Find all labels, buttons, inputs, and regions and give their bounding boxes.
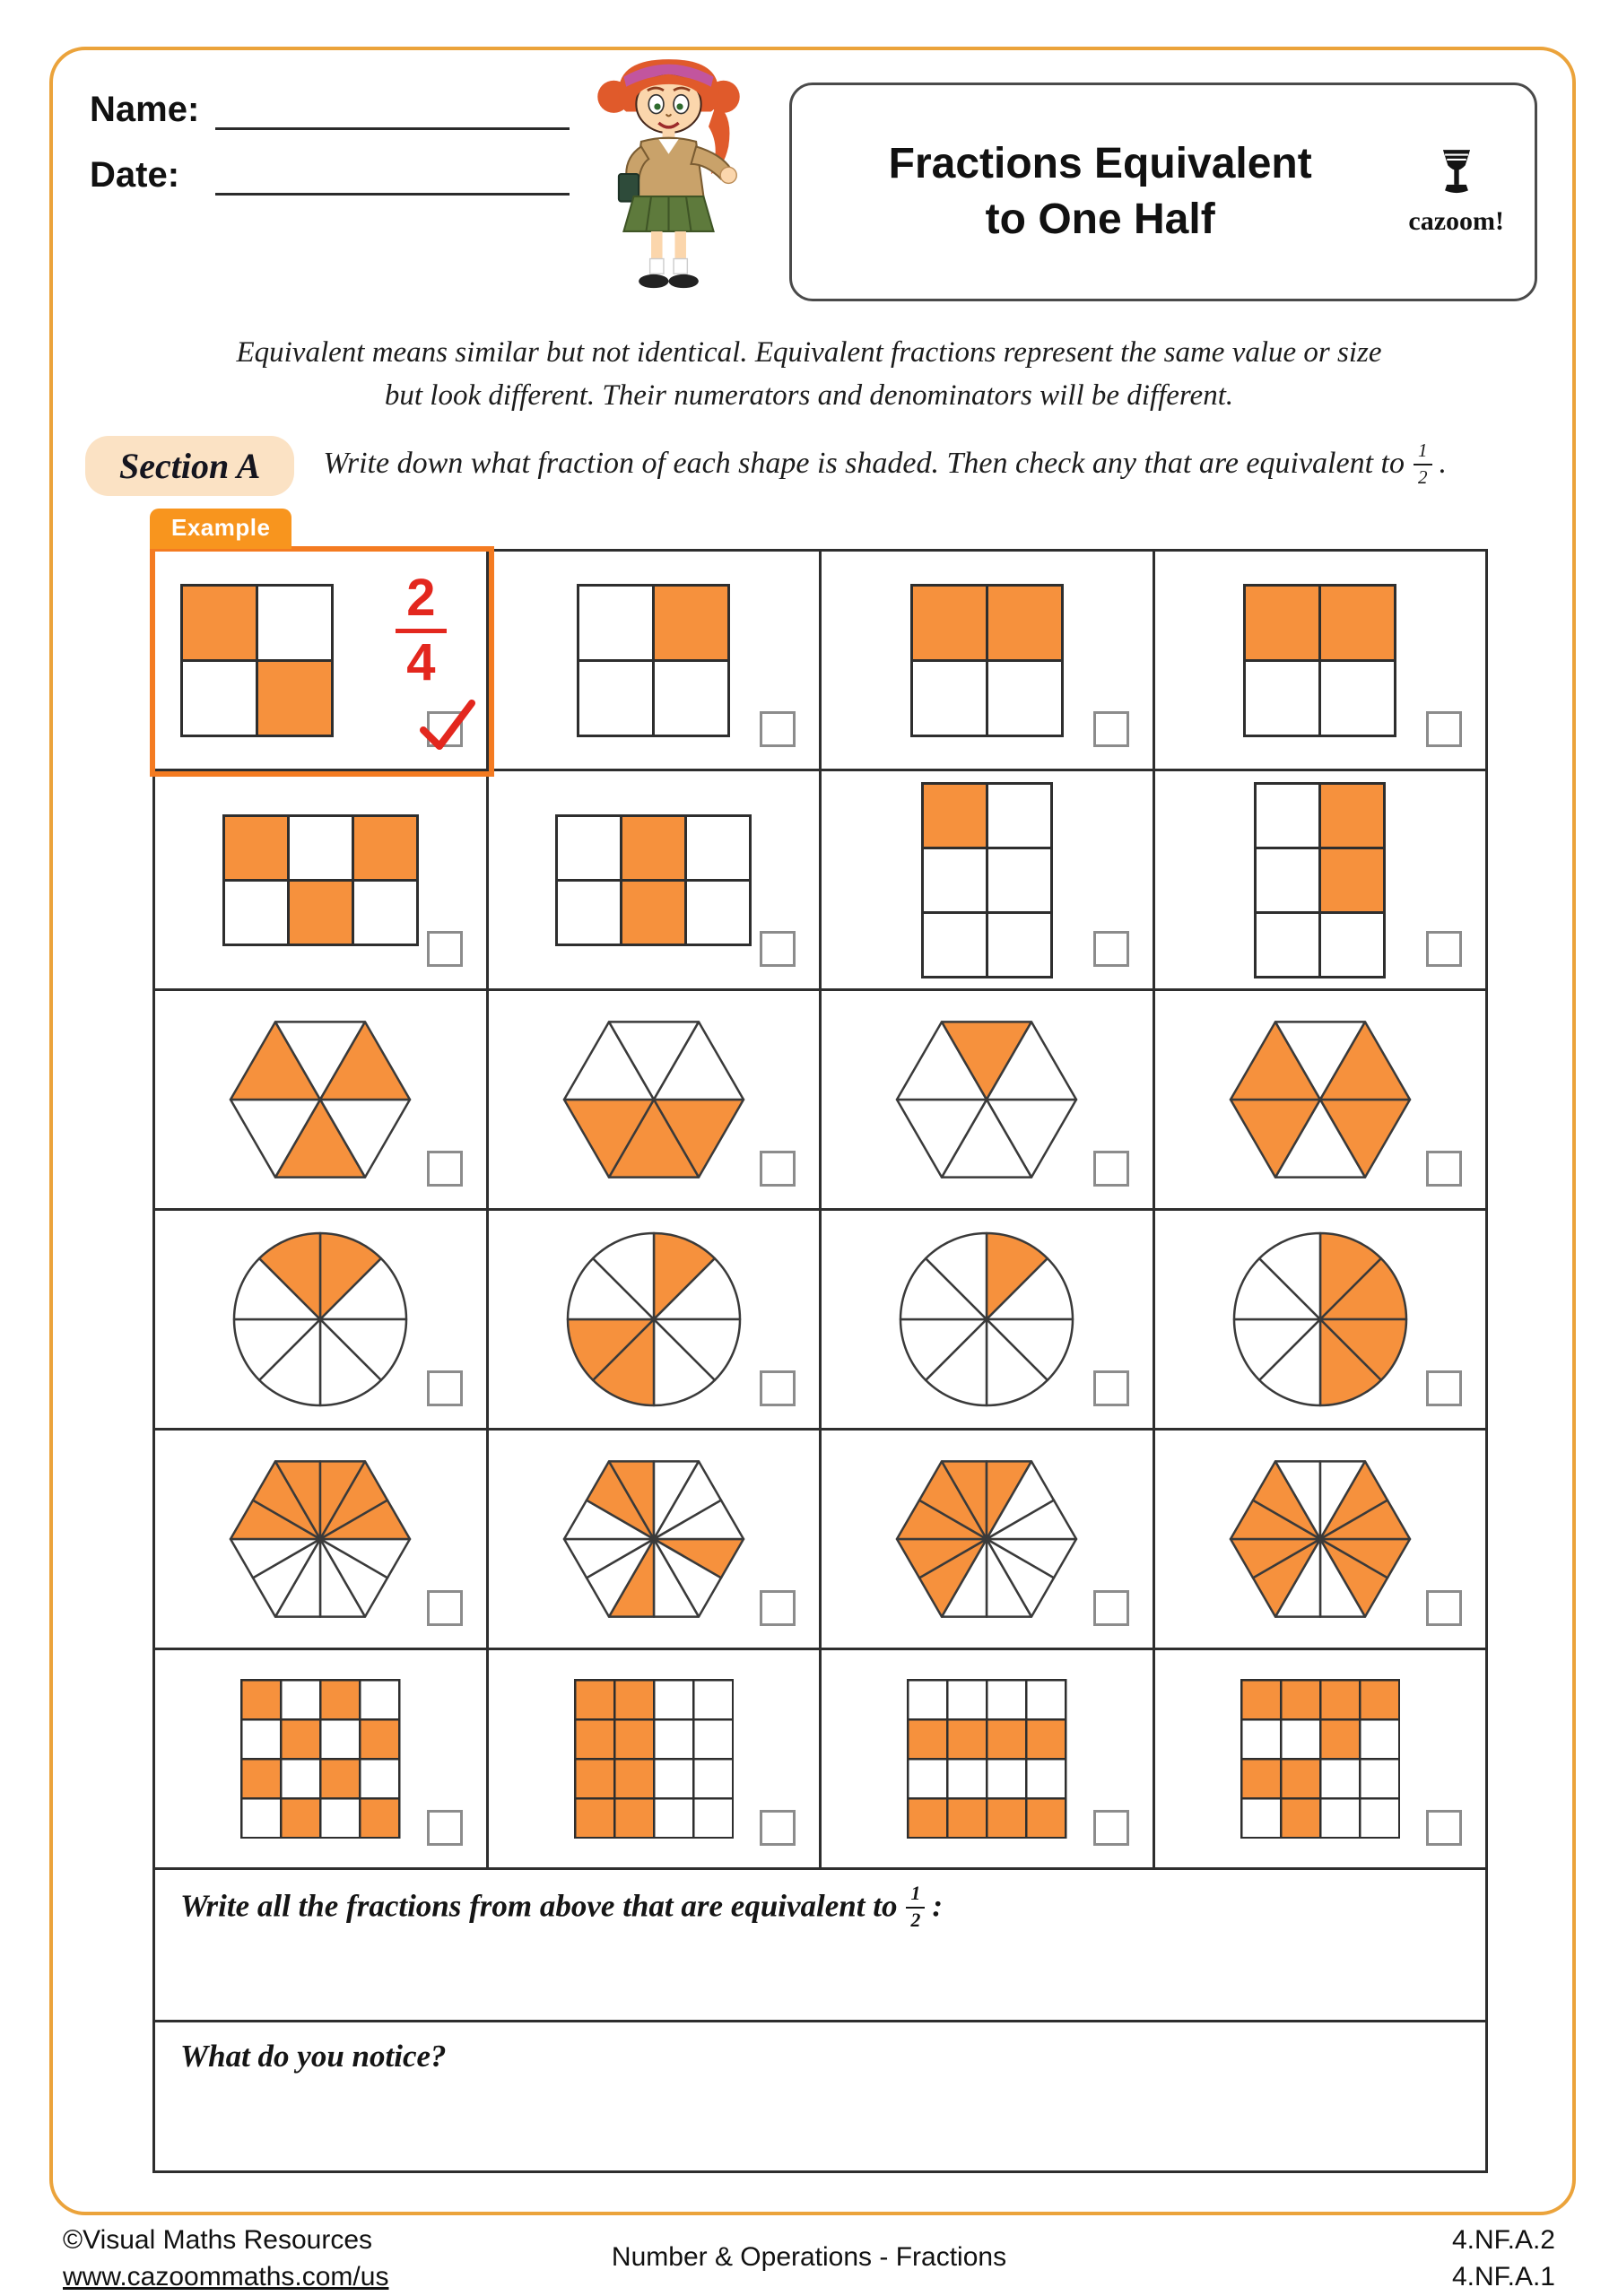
equivalent-checkbox[interactable] [760,931,796,967]
footer-center: Number & Operations - Fractions [611,2242,1007,2272]
grid-fraction-shape [222,814,419,946]
standard-2: 4.NF.A.1 [1451,2261,1555,2292]
grid-cell [489,1211,822,1431]
grid-cell [822,1211,1155,1431]
grid-fraction-shape [240,1679,401,1839]
hex12-fraction-shape [893,1457,1080,1621]
grid-fraction-shape [1243,584,1396,737]
grid-fraction-shape [1240,1679,1401,1839]
equivalent-checkbox[interactable] [1426,1590,1462,1626]
grid-cell [1155,1431,1489,1650]
section-a-badge: Section A [85,436,294,496]
equivalent-checkbox[interactable] [760,1590,796,1626]
red-checkmark-icon [418,698,477,756]
section-a-instruction: Write down what fraction of each shape is shaded. Then check any that are equivalent to $\frac{1}{2}$ . [323,439,1448,488]
student-illustration [581,49,756,303]
footer-standards [1452,2222,1555,2295]
grid-cell [489,1431,822,1650]
equivalent-checkbox[interactable] [760,1370,796,1406]
page-title: Fractions Equivalent to One Half [888,139,1312,243]
date-label: Date: [90,155,180,195]
copyright-text: ©Visual Maths Resources [63,2225,373,2255]
equivalent-checkbox[interactable] [760,1151,796,1187]
name-input-line[interactable] [215,91,570,130]
hex12-fraction-shape [227,1457,413,1621]
grid-cell [1155,1211,1489,1431]
example-tag: Example [150,509,291,549]
grid-cell [1155,552,1489,771]
hex12-fraction-shape [561,1457,747,1621]
equivalent-checkbox[interactable] [427,1151,463,1187]
equivalent-checkbox[interactable] [1426,1370,1462,1406]
circle8-fraction-shape [231,1230,410,1409]
grid-fraction-shape [921,782,1053,978]
hex6-fraction-shape [227,1018,413,1181]
equivalent-checkbox[interactable] [1093,931,1129,967]
grid-cell [155,991,489,1211]
equivalent-checkbox[interactable] [1093,1151,1129,1187]
section-a-row [85,436,1538,496]
grid-fraction-shape [910,584,1064,737]
half-fraction: $\frac{1}{2}$ [906,1884,925,1930]
grid-cell [822,771,1155,991]
cazoom-logo-icon [1435,148,1478,203]
name-label: Name: [90,90,200,129]
cazoom-logo-text: cazoom! [1408,205,1504,236]
grid-cell [489,991,822,1211]
equivalent-checkbox[interactable] [1426,931,1462,967]
grid-cell [822,552,1155,771]
notice-answer-row[interactable] [155,2022,1488,2173]
grid-cell [489,1650,822,1870]
equivalent-checkbox[interactable] [1426,1810,1462,1846]
equivalent-checkbox[interactable] [1093,1810,1129,1846]
grid-cell [155,514,489,771]
equivalent-checkbox[interactable] [1093,1370,1129,1406]
write-fractions-prompt: Write all the fractions from above that are equivalent to $\frac{1}{2}$ : [180,1883,943,1931]
equivalent-fractions-answer-row[interactable] [155,1870,1488,2022]
standard-1: 4.NF.A.2 [1451,2225,1555,2255]
notice-prompt: What do you notice? [180,2039,447,2074]
example-answer-fraction: 2 4 [396,571,446,691]
grid-cell [489,771,822,991]
grid-fraction-shape [180,584,334,737]
title-box [789,83,1537,301]
grid-cell [822,991,1155,1211]
grid-cell [155,1211,489,1431]
circle8-fraction-shape [564,1230,744,1409]
equivalent-checkbox[interactable] [1093,711,1129,747]
footer-left [63,2222,388,2295]
circle8-fraction-shape [1231,1230,1410,1409]
grid-fraction-shape [1254,782,1386,978]
grid-cell [489,552,822,771]
equivalent-checkbox[interactable] [1426,711,1462,747]
name-date-block [90,90,570,221]
equivalent-checkbox[interactable] [427,931,463,967]
date-input-line[interactable] [215,157,570,196]
equivalent-checkbox[interactable] [1426,1151,1462,1187]
cazoom-logo [1408,148,1504,237]
half-fraction: $\frac{1}{2}$ [1414,441,1432,486]
equivalent-checkbox[interactable] [427,1370,463,1406]
grid-cell [822,1431,1155,1650]
grid-cell [1155,991,1489,1211]
grid-cell [155,1431,489,1650]
equivalent-checkbox[interactable] [427,1810,463,1846]
grid-fraction-shape [577,584,730,737]
grid-cell [1155,771,1489,991]
hex6-fraction-shape [561,1018,747,1181]
hex6-fraction-shape [893,1018,1080,1181]
equivalent-checkbox[interactable] [427,1590,463,1626]
equivalent-checkbox[interactable] [760,1810,796,1846]
equivalent-checkbox[interactable] [1093,1590,1129,1626]
cazoom-url-link[interactable]: www.cazoommaths.com/us [63,2261,389,2292]
equivalent-checkbox[interactable] [760,711,796,747]
grid-cell [1155,1650,1489,1870]
intro-text: Equivalent means similar but not identical. Equivalent fractions represent the same value or size but look different. Their numerators and denominators will be different. [236,336,1382,412]
grid-fraction-shape [574,1679,735,1839]
hex6-fraction-shape [1227,1018,1414,1181]
grid-cell [155,771,489,991]
grid-fraction-shape [907,1679,1067,1839]
hex12-fraction-shape [1227,1457,1414,1621]
grid-cell [822,1650,1155,1870]
shapes-grid [152,514,1488,2173]
circle8-fraction-shape [897,1230,1076,1409]
grid-fraction-shape [555,814,752,946]
grid-cell [155,1650,489,1870]
